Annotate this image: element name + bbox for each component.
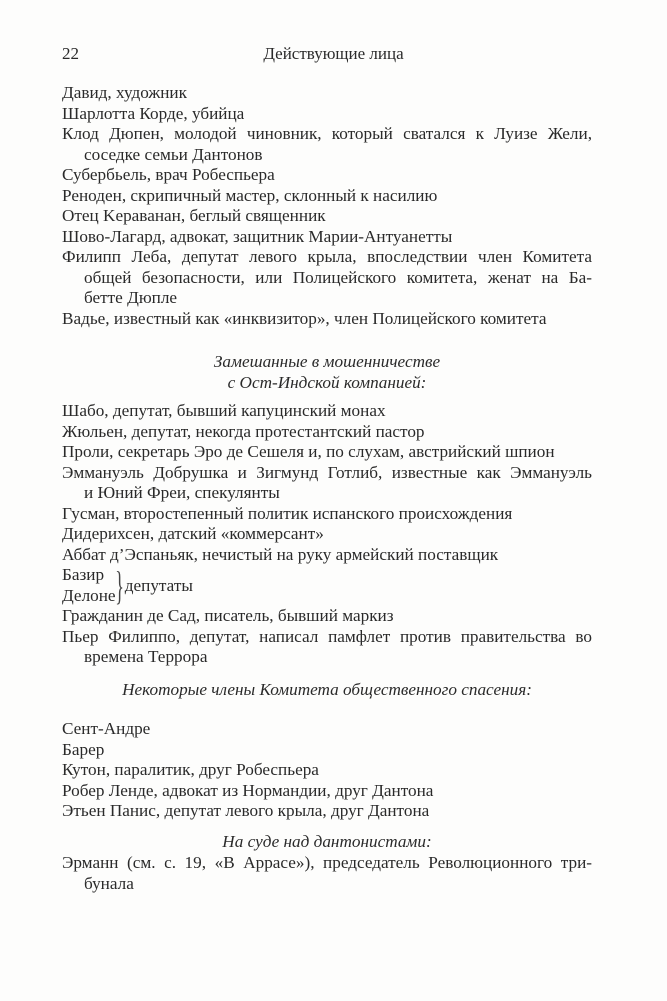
entry-continuation: и Юний Фреи, спекулянты xyxy=(84,483,280,502)
character-entry xyxy=(62,801,592,822)
section-heading-line: На суде над дантонистами: xyxy=(222,832,432,851)
character-entry xyxy=(62,524,592,545)
character-entry xyxy=(62,463,592,504)
entry-text: Проли, секретарь Эро де Сешеля и, по слухам, австрийский шпион xyxy=(62,442,555,461)
section-heading-line: Замешанные в мошенничестве xyxy=(213,352,441,371)
entry-text: Эммануэль Добрушка и Зигмунд Готлиб, известные как Эммануэль xyxy=(62,462,592,482)
section-heading xyxy=(62,832,592,853)
character-entry xyxy=(62,104,592,125)
entry-text: Гусман, второстепенный политик испанского происхождения xyxy=(62,503,513,523)
character-entry xyxy=(62,442,592,463)
character-list xyxy=(62,853,592,894)
entry-text: Кутон, паралитик, друг Робеспьера xyxy=(62,760,319,779)
character-entry xyxy=(62,545,592,566)
character-entry xyxy=(62,740,592,761)
character-entry xyxy=(62,504,592,525)
character-list xyxy=(62,719,592,822)
entry-text: Барер xyxy=(62,739,105,759)
character-entry xyxy=(62,606,592,627)
entry-text: Жюльен, депутат, некогда протестантский пастор xyxy=(62,421,425,441)
running-title: Действующие лица xyxy=(263,44,404,63)
section-heading xyxy=(62,352,592,393)
entry-continuation: общей безопасности, или Полицейского комитета, женат на Ба- xyxy=(84,267,592,287)
entry-text: Вадье, известный как «инквизитор», член Полицейского комитета xyxy=(62,308,547,328)
entry-text: Реноден, скрипичный мастер, склонный к насилию xyxy=(62,185,438,205)
character-entry xyxy=(62,165,592,186)
character-entry xyxy=(62,781,592,802)
character-entry xyxy=(62,401,592,422)
character-entry xyxy=(62,227,592,248)
entry-text: Шабо, депутат, бывший капуцинский монах xyxy=(62,401,386,420)
entry-text: Пьер Филиппо, депутат, написал памфлет против правительства во xyxy=(62,626,592,646)
character-list xyxy=(62,401,592,668)
character-entry xyxy=(62,206,592,227)
character-name: Базир xyxy=(62,565,105,584)
character-entry xyxy=(62,124,592,165)
entry-text: Дидерихсен, датский «коммерсант» xyxy=(62,524,324,543)
character-entry xyxy=(62,627,592,668)
character-entry xyxy=(62,83,592,104)
character-entry xyxy=(62,853,592,894)
character-entry xyxy=(62,760,592,781)
character-entry xyxy=(62,422,592,443)
entry-text: Отец Keраванан, беглый священник xyxy=(62,206,326,225)
character-entry xyxy=(62,719,592,740)
entry-text: Эрманн (см. с. 19, «В Аррасе»), председатель Революционного три- xyxy=(62,853,592,872)
entry-text: Давид, художник xyxy=(62,83,187,102)
character-entry xyxy=(62,565,592,606)
entry-text: Субербьель, врач Робеспьера xyxy=(62,165,275,184)
entry-continuation: бетте Дюпле xyxy=(84,288,178,307)
entry-continuation: соседке семьи Дантонов xyxy=(84,144,263,164)
group-label: депутаты xyxy=(124,575,193,595)
entry-continuation: времена Террора xyxy=(84,647,208,666)
entry-text: Шово-Лагард, адвокат, защитник Марии-Антуанетты xyxy=(62,226,453,246)
character-list xyxy=(62,83,592,329)
entry-text: Шарлотта Корде, убийца xyxy=(62,103,245,123)
entry-text: Клод Дюпен, молодой чиновник, который сватался к Луизе Жели, xyxy=(62,124,592,143)
page-number: 22 xyxy=(62,44,79,63)
entry-text: Филипп Леба, депутат левого крыла, впоследствии член Комитета xyxy=(62,247,592,266)
entry-text: Этьен Панис, депутат левого крыла, друг Дантона xyxy=(62,801,430,820)
character-entry xyxy=(62,247,592,309)
entry-text: Гражданин де Сад, писатель, бывший маркиз xyxy=(62,606,394,625)
character-name: Делоне xyxy=(62,585,116,605)
entry-text: Сент-Андре xyxy=(62,719,151,738)
entry-continuation: бунала xyxy=(84,873,134,893)
entry-text: Робер Ленде, адвокат из Нормандии, друг Дантона xyxy=(62,780,434,800)
right-brace-icon: } xyxy=(114,563,124,608)
section-heading-line: с Ост-Индской компанией: xyxy=(227,372,427,392)
character-entry xyxy=(62,309,592,330)
grouped-names xyxy=(62,565,116,606)
entry-text: Аббат д’Эспаньяк, нечистый на руку армейский поставщик xyxy=(62,544,499,564)
section-heading-line: Некоторые члены Комитета общественного спасения: xyxy=(122,680,532,699)
section-heading xyxy=(62,680,592,701)
character-entry xyxy=(62,186,592,207)
